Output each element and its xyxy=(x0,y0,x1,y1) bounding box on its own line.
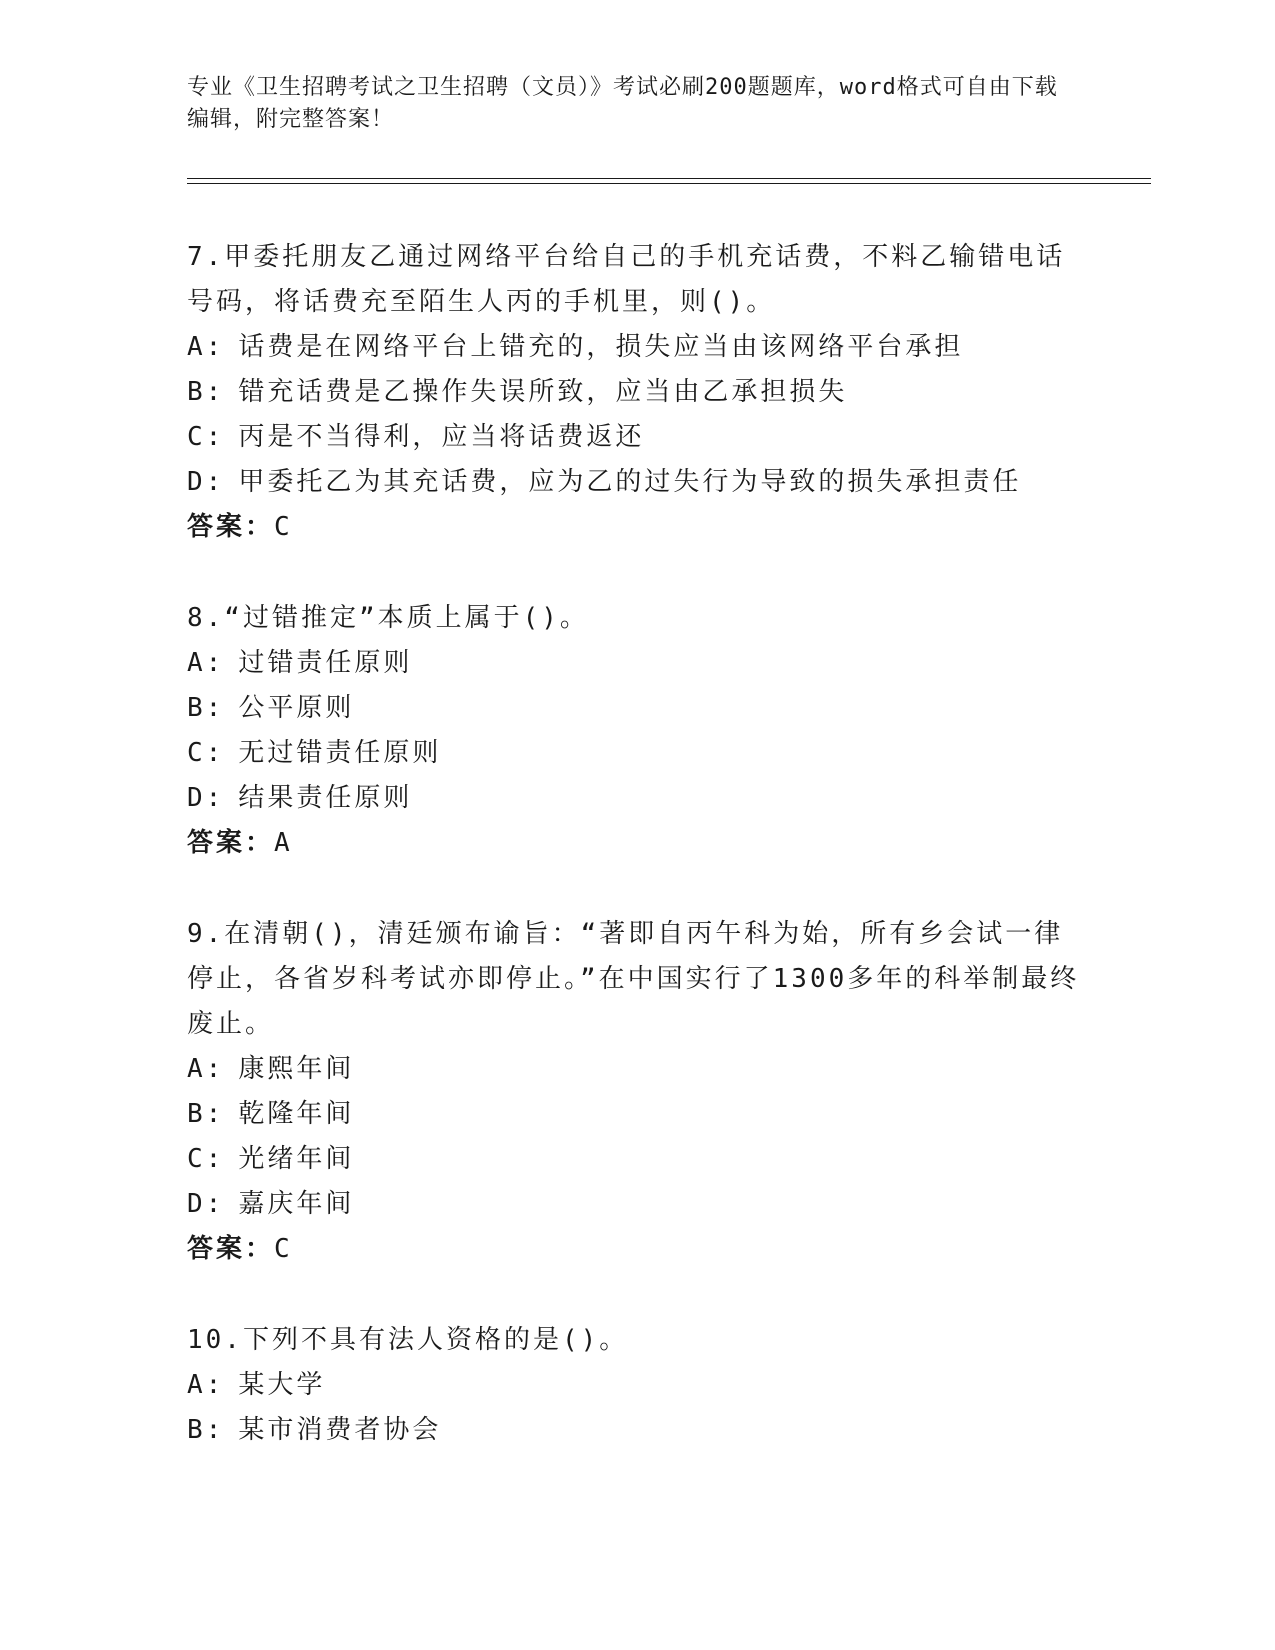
option-text: 某大学 xyxy=(238,1370,326,1400)
option-key: D: xyxy=(187,467,225,497)
option-key: B: xyxy=(187,1415,225,1445)
option-b xyxy=(187,370,1087,415)
option-c xyxy=(187,731,1087,776)
answer-value: A xyxy=(274,828,290,858)
question-10 xyxy=(187,1318,1087,1453)
option-text: 无过错责任原则 xyxy=(238,738,442,768)
option-text: 乾隆年间 xyxy=(238,1099,355,1129)
option-key: A: xyxy=(187,648,225,678)
option-a xyxy=(187,1363,1087,1408)
answer-line xyxy=(187,505,1087,550)
option-key: B: xyxy=(187,377,225,407)
option-key: B: xyxy=(187,693,225,723)
question-text: 7.甲委托朋友乙通过网络平台给自己的手机充话费，不料乙输错电话号码，将话费充至陌生人丙的手机里，则()。 xyxy=(187,242,1066,317)
option-text: 结果责任原则 xyxy=(238,783,413,813)
option-text: 甲委托乙为其充话费，应为乙的过失行为导致的损失承担责任 xyxy=(238,467,1022,497)
option-key: D: xyxy=(187,1189,225,1219)
option-key: C: xyxy=(187,1144,225,1174)
option-text: 公平原则 xyxy=(238,693,355,723)
option-text: 光绪年间 xyxy=(238,1144,355,1174)
question-text: 8.“过错推定”本质上属于()。 xyxy=(187,603,589,633)
question-list xyxy=(187,235,1087,1499)
option-d xyxy=(187,776,1087,821)
question-8 xyxy=(187,596,1087,866)
answer-label: 答案： xyxy=(187,1234,275,1264)
option-b xyxy=(187,1408,1087,1453)
question-7 xyxy=(187,235,1087,550)
option-key: B: xyxy=(187,1099,225,1129)
option-a xyxy=(187,641,1087,686)
option-text: 错充话费是乙操作失误所致，应当由乙承担损失 xyxy=(238,377,848,407)
question-text: 9.在清朝()，清廷颁布谕旨：“著即自丙午科为始，所有乡会试一律停止，各省岁科考试亦即停止。”在中国实行了1300多年的科举制最终废止。 xyxy=(187,919,1080,1039)
option-key: A: xyxy=(187,332,225,362)
option-text: 某市消费者协会 xyxy=(238,1415,442,1445)
option-text: 丙是不当得利，应当将话费返还 xyxy=(238,422,645,452)
option-key: A: xyxy=(187,1370,225,1400)
answer-value: C xyxy=(274,512,290,542)
question-text: 10.下列不具有法人资格的是()。 xyxy=(187,1325,629,1355)
option-a xyxy=(187,1047,1087,1092)
answer-line xyxy=(187,1227,1087,1272)
option-d xyxy=(187,1182,1087,1227)
answer-label: 答案： xyxy=(187,828,275,858)
option-b xyxy=(187,1092,1087,1137)
header-rule-bottom xyxy=(187,183,1151,184)
option-text: 康熙年间 xyxy=(238,1054,355,1084)
option-text: 过错责任原则 xyxy=(238,648,413,678)
answer-value: C xyxy=(274,1234,290,1264)
question-9 xyxy=(187,912,1087,1272)
answer-line xyxy=(187,821,1087,866)
option-key: C: xyxy=(187,738,225,768)
option-c xyxy=(187,415,1087,460)
option-key: A: xyxy=(187,1054,225,1084)
option-key: D: xyxy=(187,783,225,813)
option-a xyxy=(187,325,1087,370)
option-key: C: xyxy=(187,422,225,452)
option-d xyxy=(187,460,1087,505)
header-rule-top xyxy=(187,178,1151,179)
option-c xyxy=(187,1137,1087,1182)
option-text: 话费是在网络平台上错充的，损失应当由该网络平台承担 xyxy=(238,332,964,362)
answer-label: 答案： xyxy=(187,512,275,542)
option-text: 嘉庆年间 xyxy=(238,1189,355,1219)
option-b xyxy=(187,686,1087,731)
document-header-title: 专业《卫生招聘考试之卫生招聘（文员）》考试必刷200题题库，word格式可自由下载编辑，附完整答案！ xyxy=(187,75,1058,132)
